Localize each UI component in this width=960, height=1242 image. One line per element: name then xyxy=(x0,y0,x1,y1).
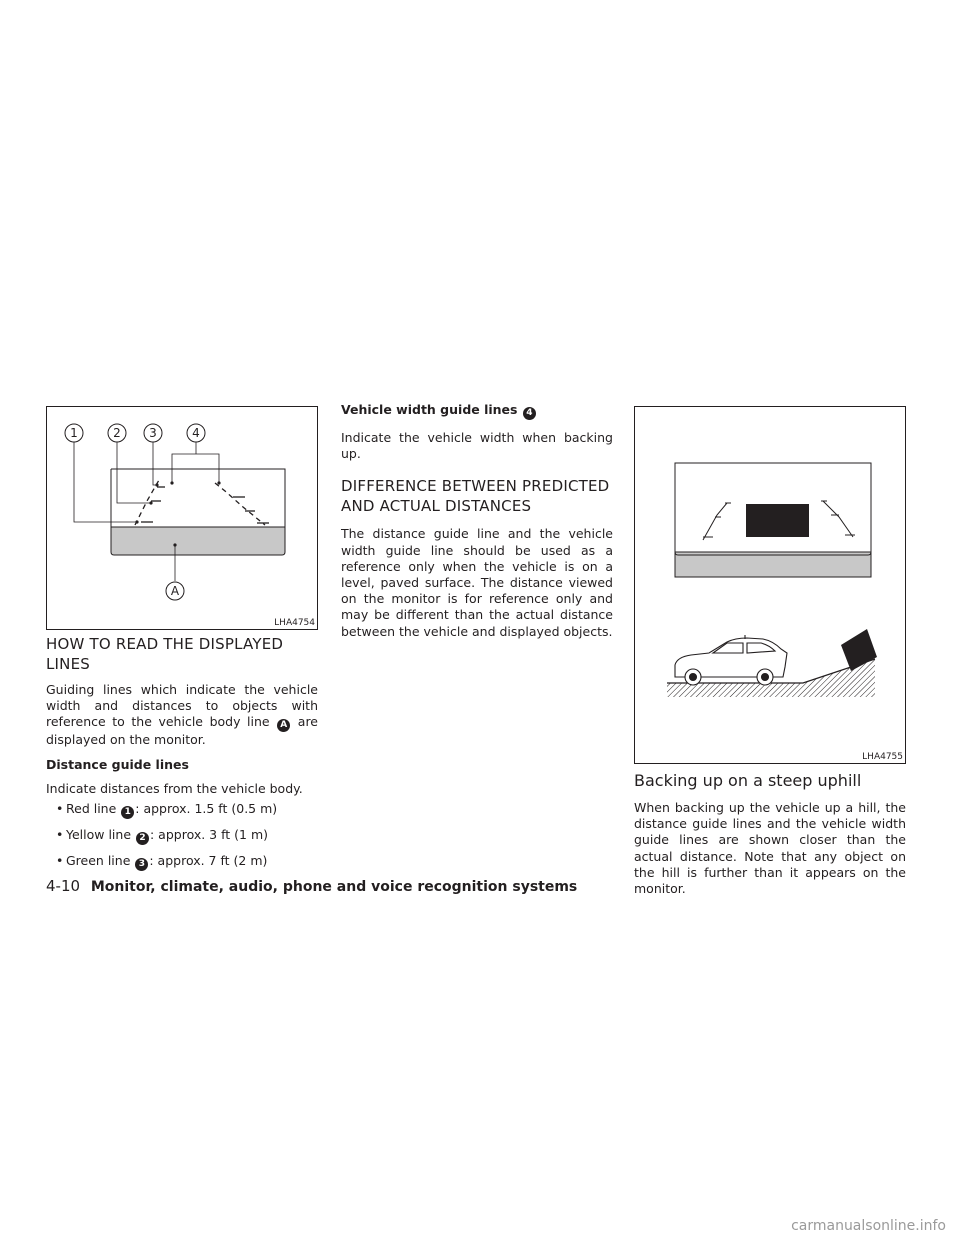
uphill-diagram xyxy=(635,407,905,763)
difference-text: The distance guide line and the vehicle width guide line should be used as a reference only when the vehicle is on a level, paved surface. The distance viewed on the monitor is for reference only and may be different than the actual distance between the vehicle and displayed objects. xyxy=(341,526,613,639)
marker-4: 4 xyxy=(523,407,536,420)
page-footer xyxy=(46,877,577,895)
width-text: Indicate the vehicle width when backing up. xyxy=(341,430,613,462)
marker-3: 3 xyxy=(135,858,148,871)
chapter-title: Monitor, climate, audio, phone and voice recognition systems xyxy=(90,879,578,895)
list-item: • Yellow line 2 : approx. 3 ft (1 m) xyxy=(46,827,318,845)
distance-heading: Distance guide lines xyxy=(46,756,189,772)
figure-guide-lines xyxy=(46,406,318,630)
callout-2: 2 xyxy=(113,426,121,440)
callout-3: 3 xyxy=(149,426,157,440)
marker-1: 1 xyxy=(121,806,134,819)
distance-list xyxy=(46,801,318,871)
car-icon xyxy=(675,635,787,685)
marker-2: 2 xyxy=(136,832,149,845)
list-item: • Green line 3 : approx. 7 ft (2 m) xyxy=(46,853,318,871)
column-right xyxy=(634,770,906,897)
page-number: 4-10 xyxy=(46,877,81,895)
callout-1: 1 xyxy=(70,426,78,440)
column-left xyxy=(46,634,318,879)
column-middle xyxy=(341,402,613,640)
marker-a: A xyxy=(277,719,290,732)
width-heading: Vehicle width guide lines 4 xyxy=(341,402,613,420)
distance-text: Indicate distances from the vehicle body. xyxy=(46,780,303,796)
section-heading-uphill: Backing up on a steep uphill xyxy=(634,771,862,790)
figure-steep-uphill xyxy=(634,406,906,764)
figure-code: LHA4754 xyxy=(274,618,315,628)
list-item: • Red line 1 : approx. 1.5 ft (0.5 m) xyxy=(46,801,318,819)
callout-a: A xyxy=(170,584,180,598)
guide-lines-diagram xyxy=(47,407,317,629)
section-heading-read-lines: HOW TO READ THE DISPLAYED LINES xyxy=(46,635,284,673)
callout-4: 4 xyxy=(192,426,200,440)
watermark-link[interactable]: carmanualsonline.info xyxy=(791,1218,946,1234)
uphill-text: When backing up the vehicle up a hill, the distance guide lines and the vehicle width guide lines are shown closer than the actual distance. Note that any object on the hill is further than it appears on the monitor. xyxy=(634,800,906,897)
intro-paragraph: Guiding lines which indicate the vehicle width and distances to objects with reference to the vehicle body line A are displayed on the monitor. xyxy=(46,682,318,748)
section-heading-difference: DIFFERENCE BETWEEN PREDICTED AND ACTUAL DISTANCES xyxy=(341,477,610,516)
figure-code: LHA4755 xyxy=(862,752,903,762)
